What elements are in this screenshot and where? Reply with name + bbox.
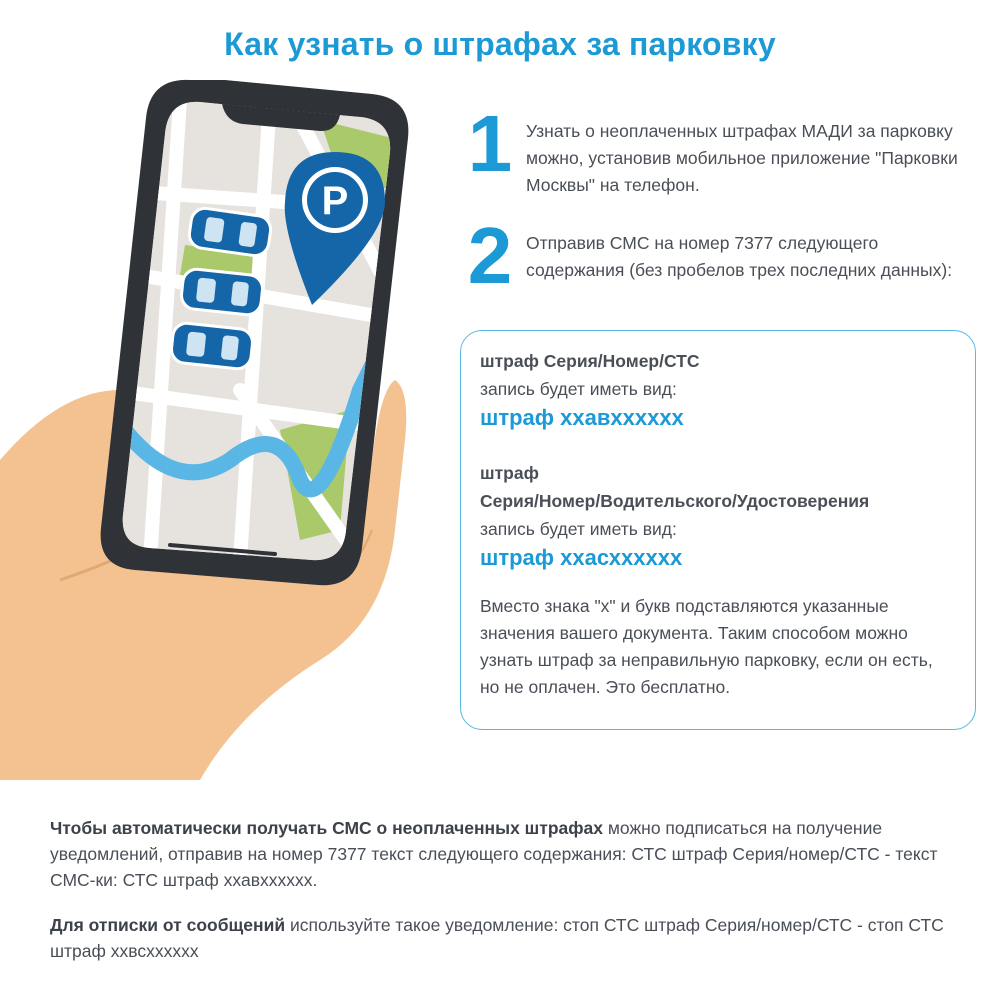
license-format-example: штраф ххасхххххх (480, 545, 683, 570)
unsubscribe-bold: Для отписки от сообщений (50, 915, 286, 935)
sts-format-label: штраф Серия/Номер/СТС (480, 351, 700, 371)
subscribe-bold: Чтобы автоматически получать СМС о неоплаченных штрафах (50, 818, 604, 838)
subscribe-paragraph (50, 815, 970, 893)
phone-illustration (0, 60, 470, 780)
sts-format-caption: запись будет иметь вид: (480, 379, 677, 399)
unsubscribe-paragraph (50, 912, 970, 964)
subscribe-text: можно подписаться на получение уведомлений, отправив на номер 7377 текст следующего содержания: СТС штраф Серия/номер/СТС - текст СМС-ки: СТС штраф ххавхххххх. (50, 818, 938, 890)
license-format-caption: запись будет иметь вид: (480, 519, 677, 539)
parking-sign-letter: P (321, 179, 349, 223)
page-title: Как узнать о штрафах за парковку (224, 26, 776, 62)
format-note: Вместо знака "х" и букв подставляются указанные значения вашего документа. Таким способом можно узнать штраф за неправильную парковку, если он есть, но не оплачен. Это бесплатно. (480, 596, 933, 697)
sms-format-box (460, 330, 976, 730)
unsubscribe-text: используйте такое уведомление: стоп СТС штраф Серия/номер/СТС - стоп СТС штраф ххвсхххххх (50, 915, 944, 961)
step-2-number: 2 (467, 211, 513, 300)
step-1-number: 1 (467, 99, 513, 188)
step-2-text: Отправив СМС на номер 7377 следующего содержания (без пробелов трех последних данных): (526, 233, 953, 280)
sts-format-example: штраф ххавхххххх (480, 405, 684, 430)
step-1-text: Узнать о неоплаченных штрафах МАДИ за парковку можно, установив мобильное приложение "Парковки Москвы" на телефон. (526, 121, 958, 195)
license-format-label-line2: Серия/Номер/Водительского/Удостоверения (480, 491, 870, 511)
license-format-label-line1: штраф (480, 463, 539, 483)
